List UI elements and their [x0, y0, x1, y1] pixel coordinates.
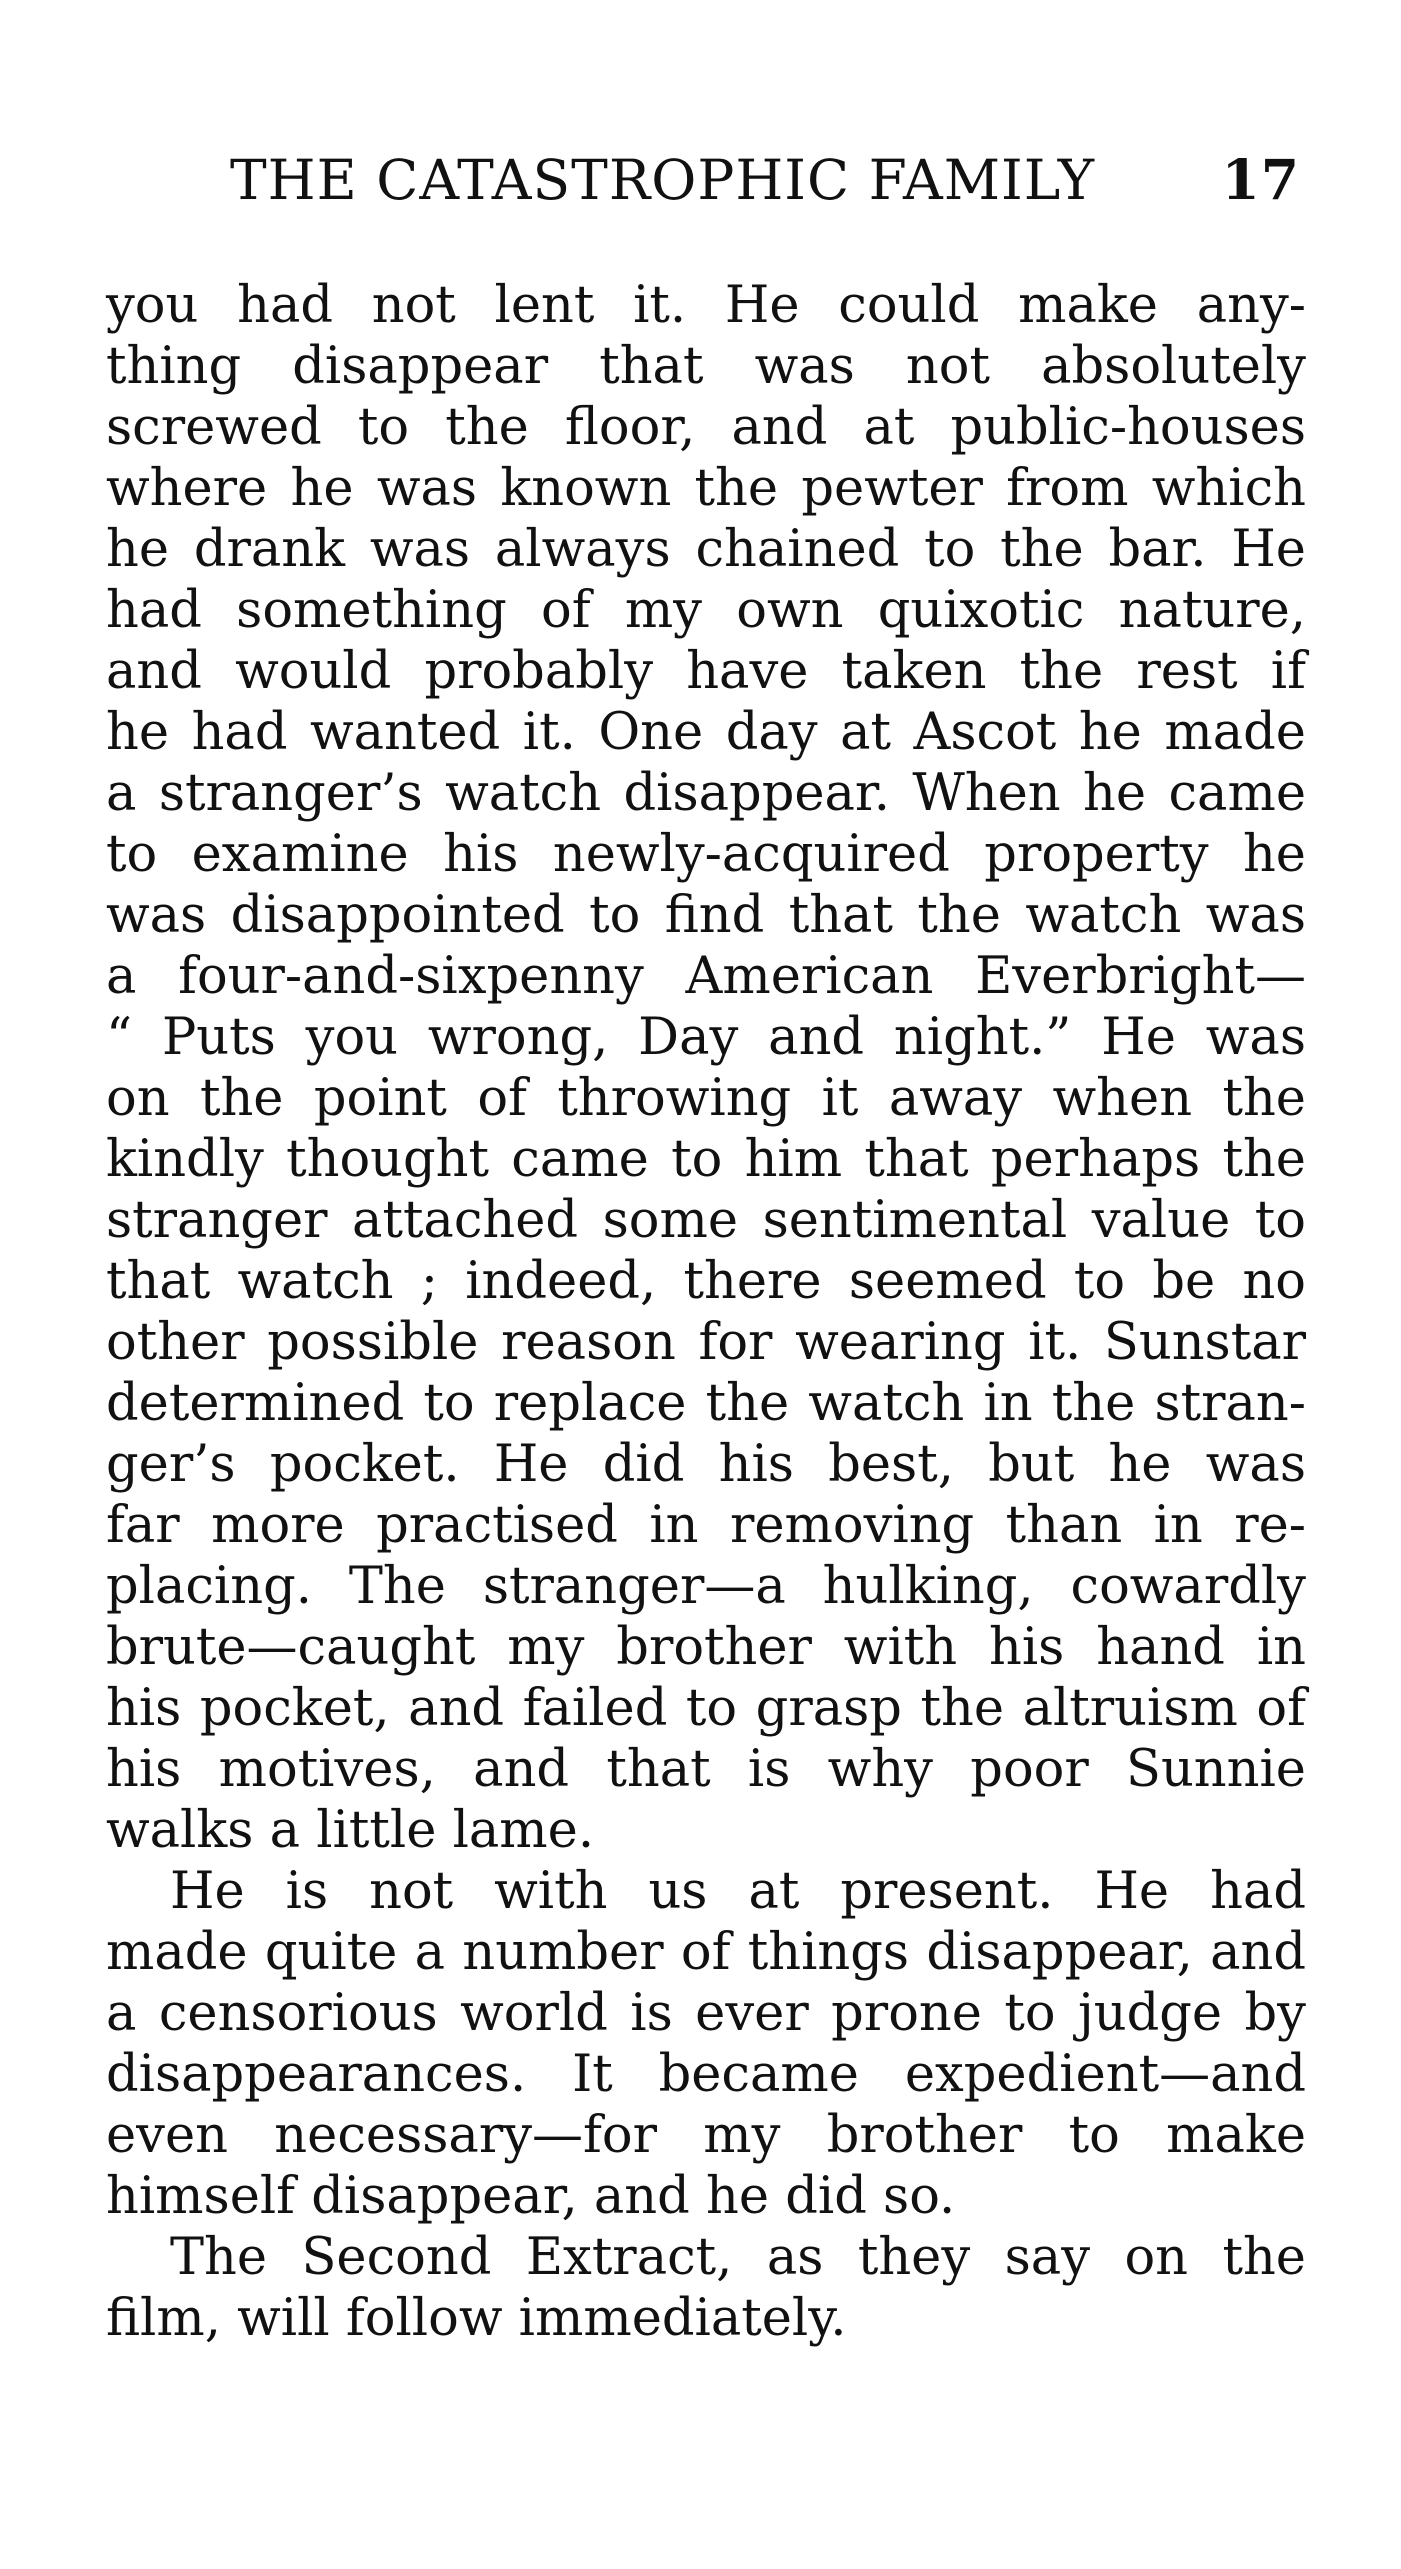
- text-line: far more practised in removing than in re-: [106, 1496, 1306, 1555]
- text-line: a censorious world is ever prone to judge by: [106, 1984, 1306, 2043]
- text-line: to examine his newly-acquired property he: [106, 825, 1306, 884]
- text-line: disappearances. It became expedient—and: [106, 2045, 1306, 2104]
- text-line: and would probably have taken the rest if: [106, 642, 1306, 701]
- text-line: a four-and-sixpenny American Everbright—: [106, 947, 1306, 1006]
- text-line: that watch ; indeed, there seemed to be no: [106, 1252, 1306, 1311]
- text-line: where he was known the pewter from which: [106, 459, 1306, 518]
- body-text: [106, 275, 1306, 2349]
- text-line: The Second Extract, as they say on the: [170, 2228, 1306, 2287]
- text-line: “ Puts you wrong, Day and night.” He was: [106, 1008, 1306, 1067]
- paragraph-2: [106, 1861, 1306, 2227]
- text-line: stranger attached some sentimental value to: [106, 1191, 1306, 1250]
- text-line: placing. The stranger—a hulking, cowardly: [106, 1557, 1306, 1616]
- text-line: ger’s pocket. He did his best, but he was: [106, 1435, 1306, 1494]
- text-line: thing disappear that was not absolutely: [106, 337, 1306, 396]
- text-line: he had wanted it. One day at Ascot he made: [106, 703, 1306, 762]
- text-line: his pocket, and failed to grasp the altruism of: [106, 1679, 1306, 1738]
- text-line: even necessary—for my brother to make: [106, 2106, 1306, 2165]
- text-line: determined to replace the watch in the stran-: [106, 1374, 1306, 1433]
- page-number: 17: [1221, 147, 1300, 212]
- text-line: film, will follow immediately.: [106, 2289, 847, 2348]
- text-line: kindly thought came to him that perhaps the: [106, 1130, 1306, 1189]
- text-line: screwed to the floor, and at public-houses: [106, 398, 1306, 457]
- text-line: he drank was always chained to the bar. He: [106, 520, 1306, 579]
- text-line: on the point of throwing it away when the: [106, 1069, 1306, 1128]
- paragraph-1: [106, 275, 1306, 1861]
- page-title: THE CATASTROPHIC FAMILY: [230, 148, 1096, 212]
- text-line: you had not lent it. He could make any-: [106, 276, 1306, 335]
- paragraph-3: [106, 2227, 1306, 2349]
- text-line: had something of my own quixotic nature,: [106, 581, 1306, 640]
- text-line: his motives, and that is why poor Sunnie: [106, 1740, 1306, 1799]
- text-line: brute—caught my brother with his hand in: [106, 1618, 1306, 1677]
- text-line: was disappointed to find that the watch was: [106, 886, 1306, 945]
- text-line: a stranger’s watch disappear. When he came: [106, 764, 1306, 823]
- running-header: [230, 145, 1310, 215]
- text-line: He is not with us at present. He had: [170, 1862, 1306, 1921]
- text-line: other possible reason for wearing it. Sunstar: [106, 1313, 1306, 1372]
- text-line: made quite a number of things disappear, and: [106, 1923, 1306, 1982]
- text-line: walks a little lame.: [106, 1801, 595, 1860]
- text-line: himself disappear, and he did so.: [106, 2167, 956, 2226]
